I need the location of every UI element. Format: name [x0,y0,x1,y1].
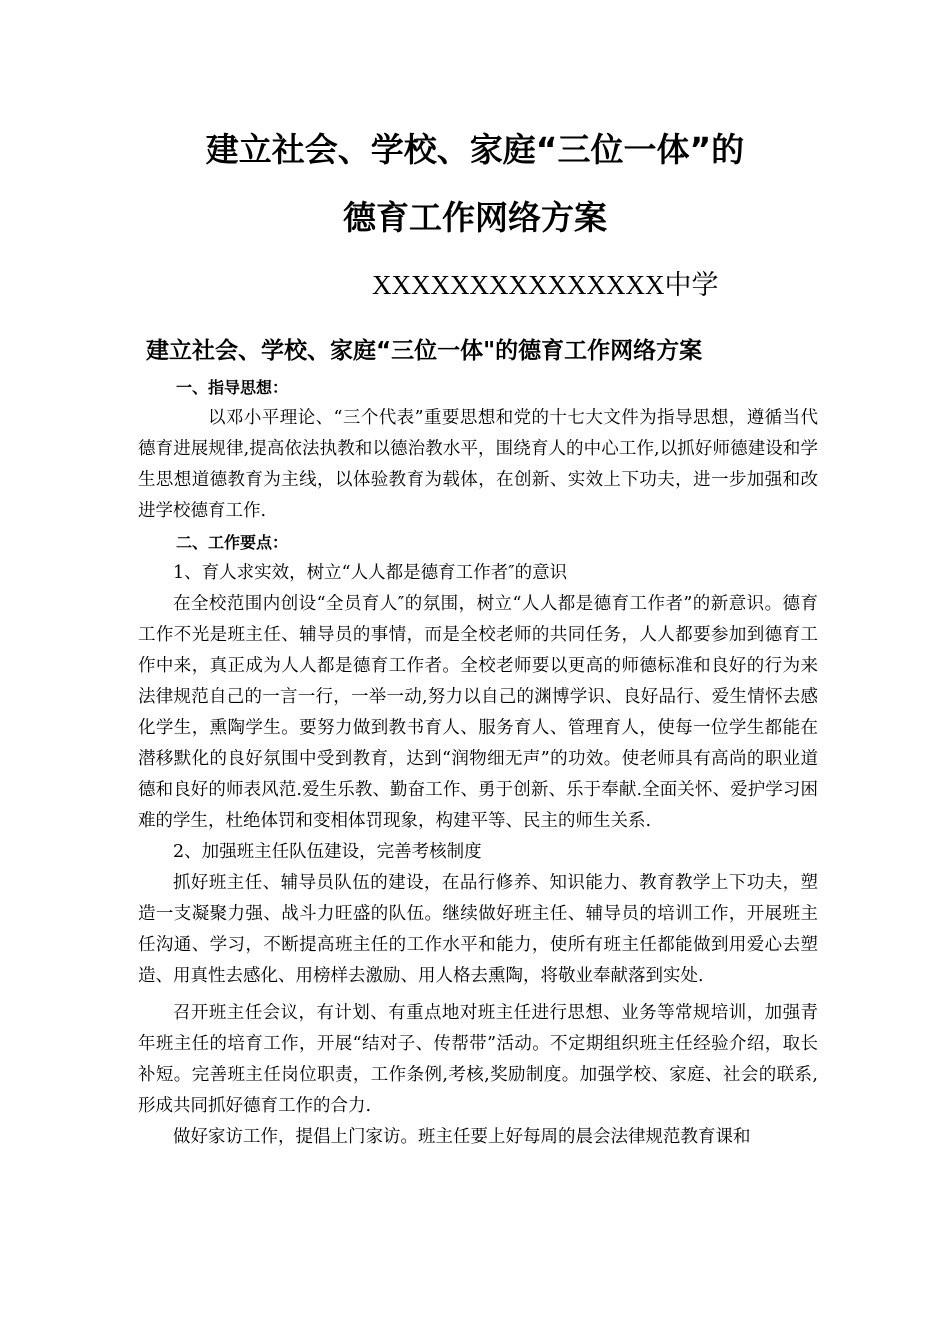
point-1-title: 1、育人求实效，树立“人人都是德育工作者″的意识 [173,563,568,583]
point-2-title: 2、加强班主任队伍建设，完善考核制度 [173,842,482,862]
document-subheading: 建立社会、学校、家庭“三位一体"的德育工作网络方案 [146,338,703,364]
document-body [138,372,818,1153]
point-2-paragraph-1: 抓好班主任、辅导员队伍的建设，在品行修养、知识能力、教育教学上下功夫，塑造一支凝聚力强、战斗力旺盛的队伍。继续做好班主任、辅导员的培训工作，开展班主任沟通、学习，不断提高班主任的工作水平和能力，使所有班主任都能做到用爱心去塑造、用真性去感化、用榜样去激励、用人格去熏陶，将敬业奉献落到实处. [138,873,818,986]
document-title-line-1: 建立社会、学校、家庭“三位一体”的 [205,130,745,169]
section-heading-work-points: 二、工作要点： [176,533,289,552]
paragraph-guiding-ideology: 以邓小平理论、“三个代表”重要思想和党的十七大文件为指导思想，遵循当代德育进展规律,提高依法执教和以德治教水平，围绕育人的中心工作,以抓好师德建设和学生思想道德教育为主线，以体验教育为载体，在创新、实效上下功夫，进一步加强和改进学校德育工作. [138,408,818,521]
document-title-line-2: 德育工作网络方案 [343,198,607,237]
section-heading-guiding-ideology: 一、指导思想： [176,378,289,397]
school-name: XXXXXXXXXXXXXXX中学 [372,270,719,300]
point-1-paragraph: 在全校范围内创设“全员育人″的氛围，树立“人人都是德育工作者”的新意识。德育工作不光是班主任、辅导员的事情，而是全校老师的共同任务，人人都要参加到德育工作中来，真正成为人人都是德育工作者。全校老师要以更高的师德标准和良好的行为来法律规范自己的一言一行，一举一动,努力以自己的渊博学识、良好品行、爱生情怀去感化学生，熏陶学生。要努力做到教书育人、服务育人、管理育人，使每一位学生都能在潜移默化的良好氛围中受到教育，达到“润物细无声”的功效。使老师具有高尚的职业道德和良好的师表风范.爱生乐教、勤奋工作、勇于创新、乐于奉献.全面关怀、爱护学习困难的学生，杜绝体罚和变相体罚现象，构建平等、民主的师生关系. [138,594,818,831]
point-2-paragraph-3: 做好家访工作，提倡上门家访。班主任要上好每周的晨会法律规范教育课和 [173,1127,751,1147]
point-2-paragraph-2: 召开班主任会议，有计划、有重点地对班主任进行思想、业务等常规培训，加强青年班主任的培育工作，开展“结对子、传帮带”活动。不定期组织班主任经验介绍，取长补短。完善班主任岗位职责，工作条例,考核,奖励制度。加强学校、家庭、社会的联系,形成共同抓好德育工作的合力. [138,1003,818,1116]
